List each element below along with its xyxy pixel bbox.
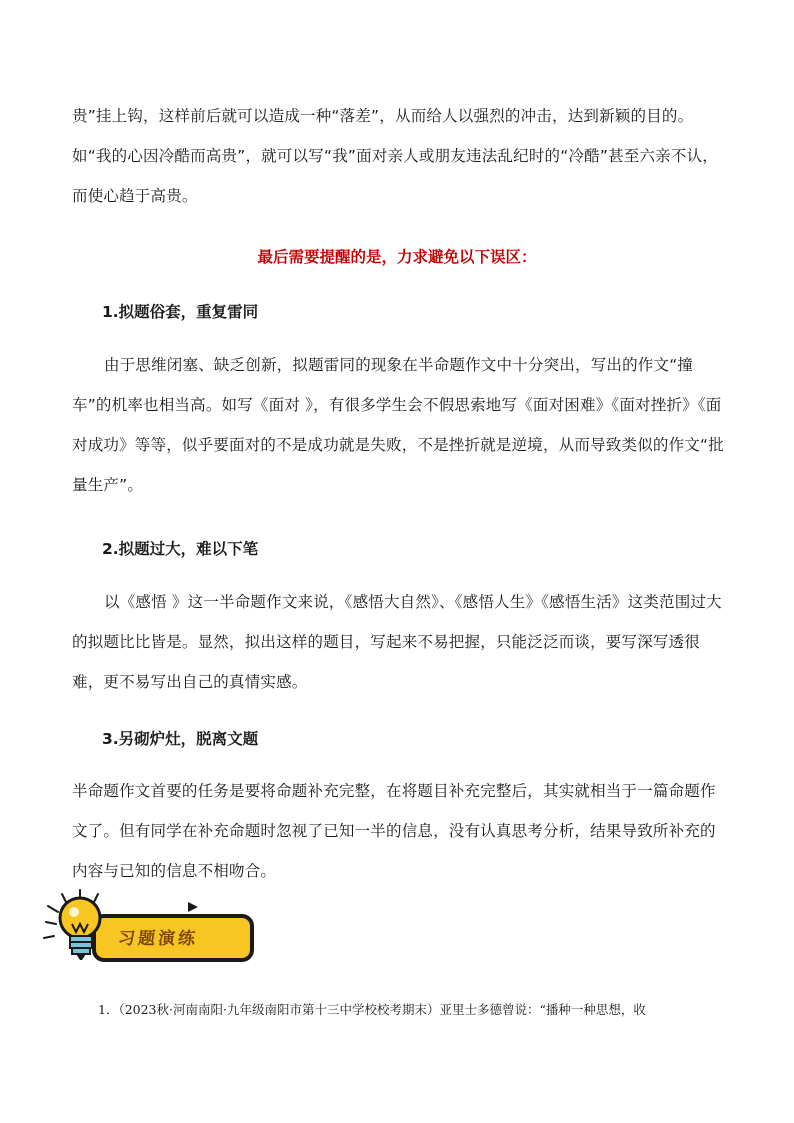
- pointer-icon: [188, 902, 198, 912]
- question-1: 1．（2023秋·河南南阳·九年级南阳市第十三中学校校考期末）亚里士多德曾说：“播种一种思想，收: [98, 1002, 646, 1017]
- section-heading-2: 2.拟题过大，难以下笔: [102, 540, 259, 558]
- banner-label: 习题演练: [116, 929, 200, 949]
- section-body-2: 以《感悟 》这一半命题作文来说，《感悟大自然》、《感悟人生》《感悟生活》这类范围过大的拟题比比皆是。显然，拟出这样的题目，写起来不易把握，只能泛泛而谈，要写深写透很难，更不易写出自己的真情实感。: [72, 593, 722, 691]
- section-body-1: 由于思维闭塞、缺乏创新，拟题雷同的现象在半命题作文中十分突出，写出的作文“撞车”的机率也相当高。如写《面对 》，有很多学生会不假思索地写《面对困难》《面对挫折》《面对成功》等等，似乎要面对的不是成功就是失败，不是挫折就是逆境，从而导致类似的作文“批量生产”。: [72, 356, 724, 494]
- reminder-heading: 最后需要提醒的是，力求避免以下误区：: [257, 248, 537, 266]
- section-heading-1: 1.拟题俗套，重复雷同: [102, 303, 259, 321]
- section-heading-3: 3.另砌炉灶，脱离文题: [102, 730, 259, 748]
- intro-paragraph: 贵”挂上钩，这样前后就可以造成一种“落差”，从而给人以强烈的冲击，达到新颖的目的。如“我的心因冷酷而高贵”，就可以写“我”面对亲人或朋友违法乱纪时的“冷酷”甚至六亲不认，而使心趋于高贵。: [72, 107, 718, 205]
- section-body-3: 半命题作文首要的任务是要将命题补充完整，在将题目补充完整后，其实就相当于一篇命题作文了。但有同学在补充命题时忽视了已知一半的信息，没有认真思考分析，结果导致所补充的内容与已知的信息不相吻合。: [72, 782, 716, 880]
